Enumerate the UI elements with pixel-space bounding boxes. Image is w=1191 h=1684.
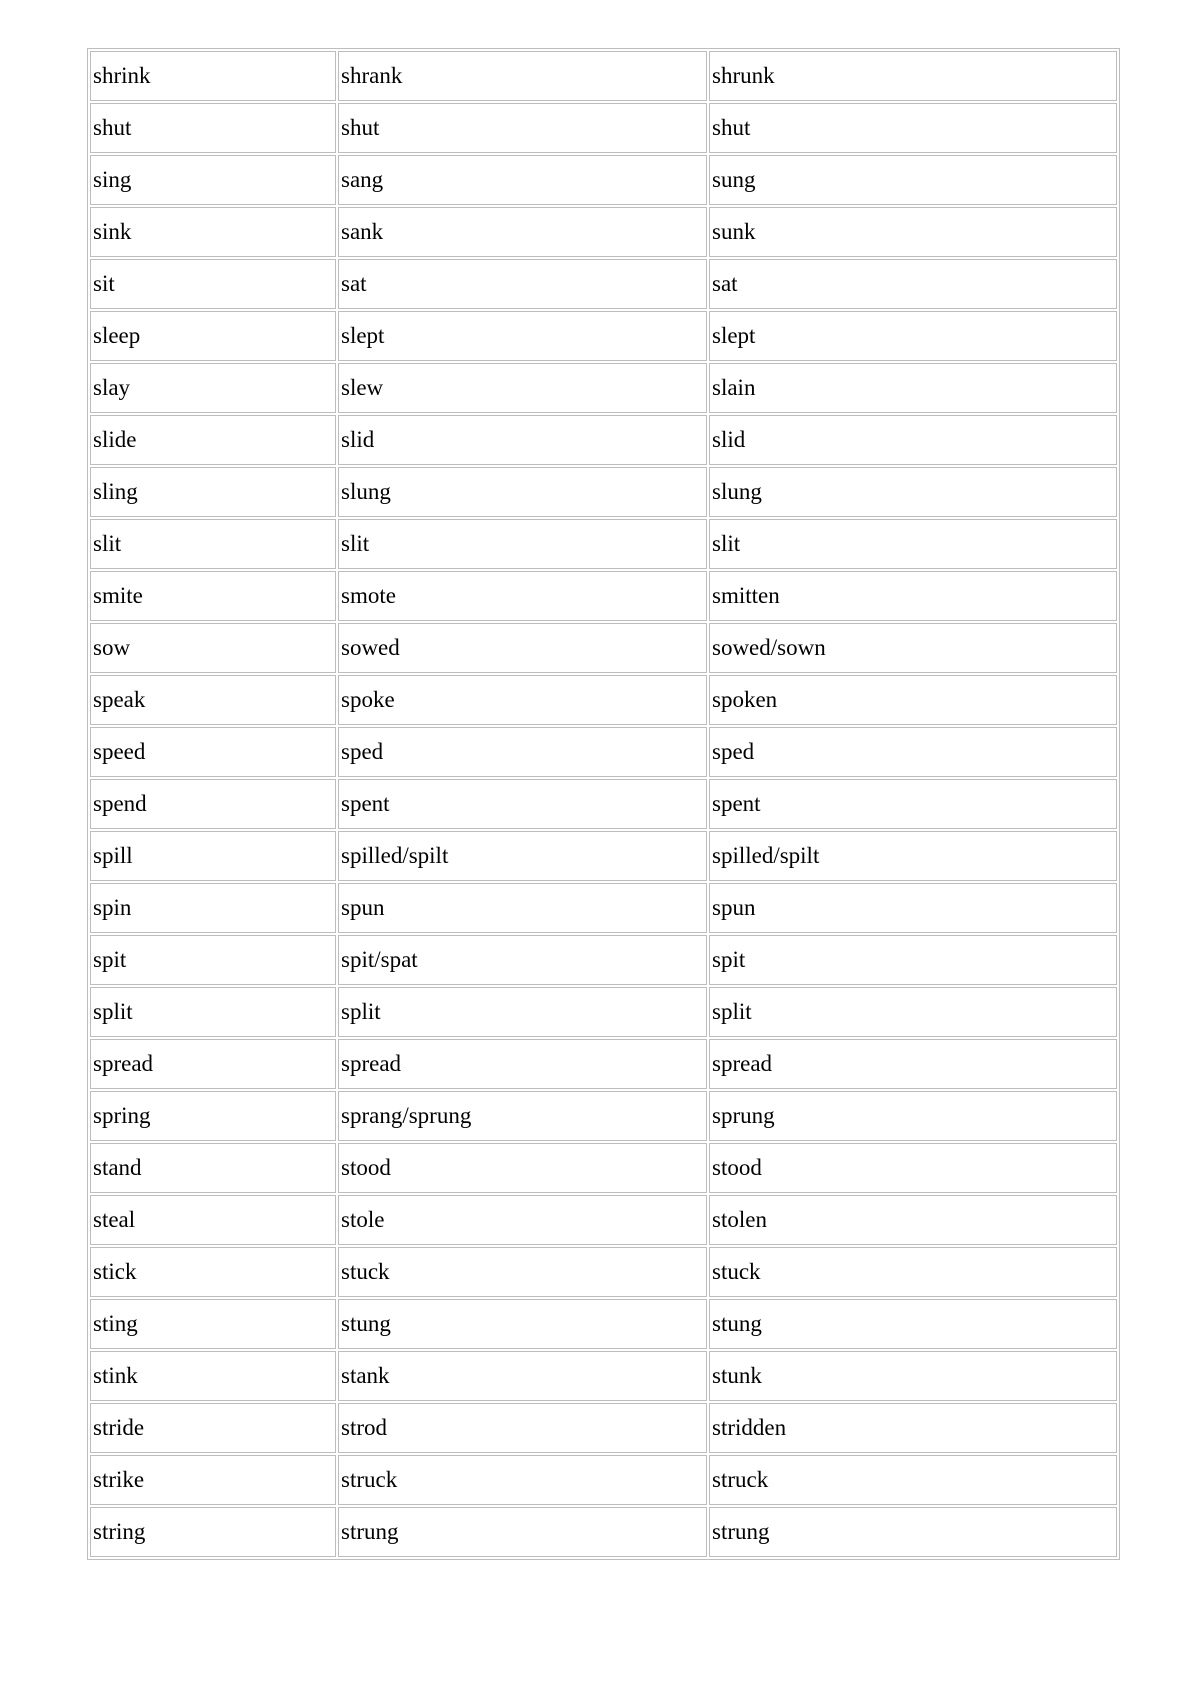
table-body: [90, 51, 1117, 1557]
past-simple-cell: spit/spat: [338, 935, 707, 985]
table-row: [90, 1143, 1117, 1193]
past-participle-cell: sowed/sown: [709, 623, 1117, 673]
table-row: [90, 207, 1117, 257]
past-participle-cell: spit: [709, 935, 1117, 985]
table-row: [90, 155, 1117, 205]
past-participle-cell: sunk: [709, 207, 1117, 257]
past-participle-cell: sat: [709, 259, 1117, 309]
past-simple-cell: split: [338, 987, 707, 1037]
table-row: [90, 831, 1117, 881]
past-simple-cell: spilled/spilt: [338, 831, 707, 881]
base-form-cell: sow: [90, 623, 336, 673]
base-form-cell: sting: [90, 1299, 336, 1349]
table-row: [90, 935, 1117, 985]
base-form-cell: shrink: [90, 51, 336, 101]
past-simple-cell: sprang/sprung: [338, 1091, 707, 1141]
base-form-cell: spend: [90, 779, 336, 829]
past-participle-cell: slain: [709, 363, 1117, 413]
table-row: [90, 1247, 1117, 1297]
table-row: [90, 519, 1117, 569]
past-simple-cell: spoke: [338, 675, 707, 725]
past-participle-cell: stridden: [709, 1403, 1117, 1453]
base-form-cell: sit: [90, 259, 336, 309]
base-form-cell: spit: [90, 935, 336, 985]
past-simple-cell: sang: [338, 155, 707, 205]
base-form-cell: shut: [90, 103, 336, 153]
past-participle-cell: sung: [709, 155, 1117, 205]
base-form-cell: spill: [90, 831, 336, 881]
past-participle-cell: slid: [709, 415, 1117, 465]
past-simple-cell: smote: [338, 571, 707, 621]
past-simple-cell: stung: [338, 1299, 707, 1349]
base-form-cell: sling: [90, 467, 336, 517]
table-row: [90, 1039, 1117, 1089]
table-row: [90, 1195, 1117, 1245]
past-participle-cell: sped: [709, 727, 1117, 777]
past-participle-cell: slung: [709, 467, 1117, 517]
past-simple-cell: struck: [338, 1455, 707, 1505]
table-row: [90, 1351, 1117, 1401]
past-simple-cell: sank: [338, 207, 707, 257]
table-row: [90, 883, 1117, 933]
base-form-cell: slit: [90, 519, 336, 569]
past-participle-cell: slit: [709, 519, 1117, 569]
past-participle-cell: strung: [709, 1507, 1117, 1557]
past-participle-cell: shrunk: [709, 51, 1117, 101]
past-participle-cell: stung: [709, 1299, 1117, 1349]
past-participle-cell: shut: [709, 103, 1117, 153]
past-simple-cell: slew: [338, 363, 707, 413]
base-form-cell: slide: [90, 415, 336, 465]
past-participle-cell: stuck: [709, 1247, 1117, 1297]
past-simple-cell: spun: [338, 883, 707, 933]
base-form-cell: split: [90, 987, 336, 1037]
table-row: [90, 1091, 1117, 1141]
base-form-cell: sleep: [90, 311, 336, 361]
base-form-cell: steal: [90, 1195, 336, 1245]
past-participle-cell: spilled/spilt: [709, 831, 1117, 881]
table-row: [90, 727, 1117, 777]
base-form-cell: sink: [90, 207, 336, 257]
base-form-cell: strike: [90, 1455, 336, 1505]
past-simple-cell: stuck: [338, 1247, 707, 1297]
table-row: [90, 363, 1117, 413]
table-row: [90, 259, 1117, 309]
table-row: [90, 51, 1117, 101]
past-simple-cell: sat: [338, 259, 707, 309]
table-row: [90, 1299, 1117, 1349]
base-form-cell: stand: [90, 1143, 336, 1193]
table-row: [90, 1455, 1117, 1505]
table-row: [90, 571, 1117, 621]
past-participle-cell: spent: [709, 779, 1117, 829]
base-form-cell: slay: [90, 363, 336, 413]
table-row: [90, 987, 1117, 1037]
base-form-cell: stink: [90, 1351, 336, 1401]
past-simple-cell: spread: [338, 1039, 707, 1089]
base-form-cell: sing: [90, 155, 336, 205]
past-participle-cell: stunk: [709, 1351, 1117, 1401]
base-form-cell: stick: [90, 1247, 336, 1297]
past-simple-cell: spent: [338, 779, 707, 829]
table-row: [90, 675, 1117, 725]
past-simple-cell: stood: [338, 1143, 707, 1193]
past-simple-cell: slept: [338, 311, 707, 361]
past-participle-cell: stolen: [709, 1195, 1117, 1245]
base-form-cell: spin: [90, 883, 336, 933]
past-simple-cell: stole: [338, 1195, 707, 1245]
table-row: [90, 311, 1117, 361]
table-row: [90, 779, 1117, 829]
past-participle-cell: spread: [709, 1039, 1117, 1089]
past-simple-cell: shrank: [338, 51, 707, 101]
past-simple-cell: sowed: [338, 623, 707, 673]
past-participle-cell: stood: [709, 1143, 1117, 1193]
table-row: [90, 467, 1117, 517]
past-simple-cell: stank: [338, 1351, 707, 1401]
base-form-cell: stride: [90, 1403, 336, 1453]
past-participle-cell: spoken: [709, 675, 1117, 725]
past-participle-cell: sprung: [709, 1091, 1117, 1141]
past-simple-cell: slid: [338, 415, 707, 465]
past-participle-cell: slept: [709, 311, 1117, 361]
base-form-cell: string: [90, 1507, 336, 1557]
base-form-cell: speak: [90, 675, 336, 725]
base-form-cell: smite: [90, 571, 336, 621]
past-simple-cell: strung: [338, 1507, 707, 1557]
table-row: [90, 1507, 1117, 1557]
table-row: [90, 623, 1117, 673]
past-simple-cell: strod: [338, 1403, 707, 1453]
table-row: [90, 103, 1117, 153]
past-simple-cell: slung: [338, 467, 707, 517]
base-form-cell: spread: [90, 1039, 336, 1089]
past-simple-cell: shut: [338, 103, 707, 153]
past-simple-cell: slit: [338, 519, 707, 569]
past-participle-cell: struck: [709, 1455, 1117, 1505]
past-participle-cell: spun: [709, 883, 1117, 933]
base-form-cell: spring: [90, 1091, 336, 1141]
table-row: [90, 415, 1117, 465]
irregular-verbs-table: [87, 48, 1120, 1560]
past-participle-cell: smitten: [709, 571, 1117, 621]
table-row: [90, 1403, 1117, 1453]
past-participle-cell: split: [709, 987, 1117, 1037]
past-simple-cell: sped: [338, 727, 707, 777]
base-form-cell: speed: [90, 727, 336, 777]
